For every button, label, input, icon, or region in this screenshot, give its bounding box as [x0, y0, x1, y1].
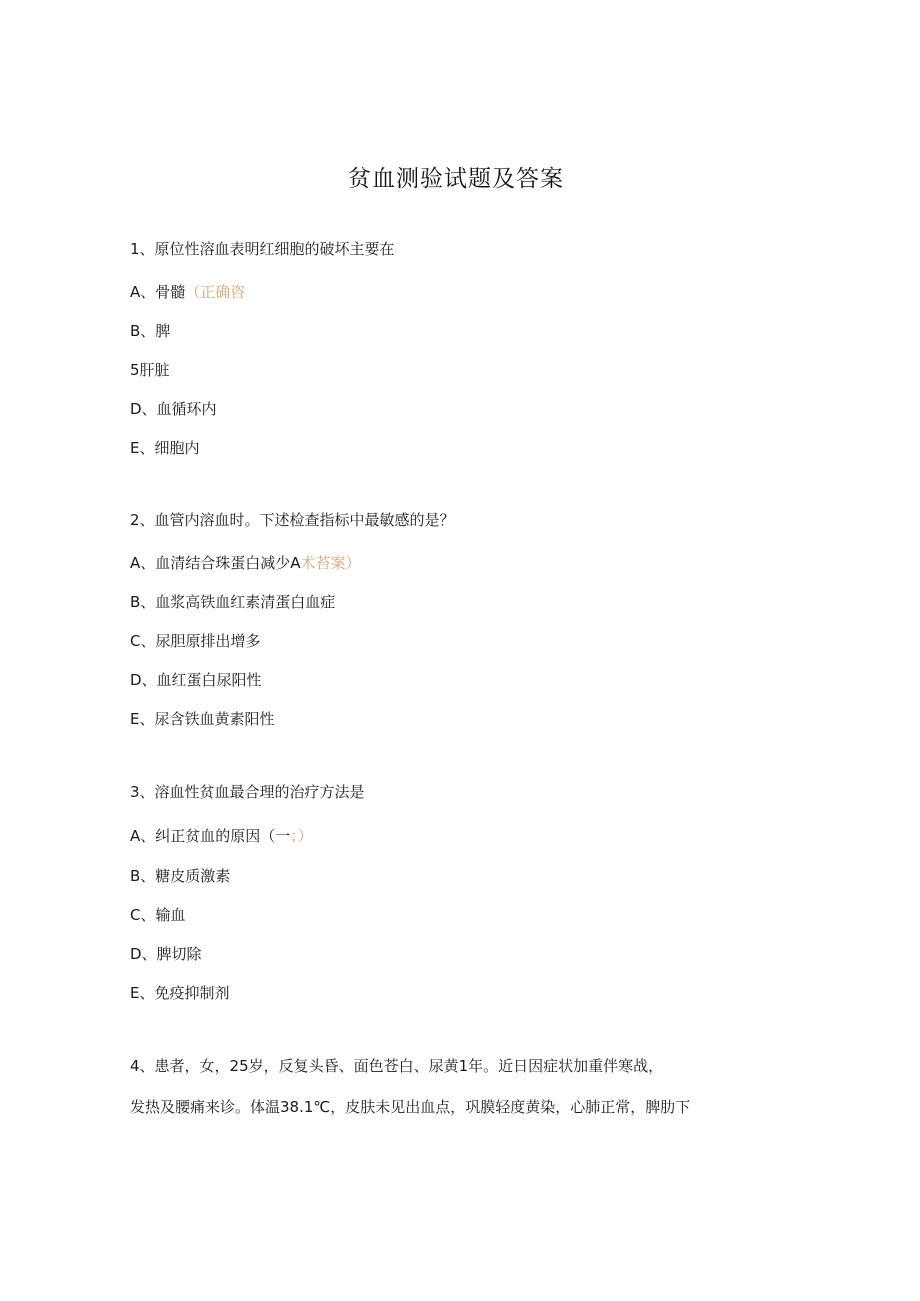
question-1-option-a — [130, 281, 245, 303]
question-1-option-c: 5肝脏 — [130, 361, 170, 379]
question-2-option-a — [130, 552, 361, 574]
question-2-option-e: E、尿含铁血黄素阳性 — [130, 710, 275, 728]
question-2-option-c: C、尿胆原排出增多 — [130, 632, 261, 650]
question-4-stem-line-1: 4、患者，女，25岁，反复头昏、面色苍白、尿黄1年。近日因症状加重伴寒战， — [130, 1057, 664, 1075]
question-2-option-d: D、血红蛋白尿阳性 — [130, 671, 262, 689]
question-3-option-a — [130, 825, 313, 847]
question-1-option-d: D、血循环内 — [130, 400, 217, 418]
question-3-stem: 3、溶血性贫血最合理的治疗方法是 — [130, 783, 365, 801]
option-text: A、骨髓 — [130, 283, 186, 301]
answer-note: 术苔案） — [300, 554, 361, 572]
document-title: 贫血测验试题及答案 — [348, 166, 564, 192]
question-2-stem: 2、血管内溶血时。下述检查指标中最敏感的是？ — [130, 511, 455, 529]
question-3-option-e: E、免疫抑制剂 — [130, 984, 230, 1002]
question-1-option-e: E、细胞内 — [130, 439, 200, 457]
question-4-stem-line-2: 发热及腰痛来诊。体温38.1℃，皮肤未见出血点，巩膜轻度黄染，心肺正常，脾肋下 — [130, 1098, 691, 1116]
answer-note: （正确咨 — [185, 283, 246, 301]
question-2-option-b: B、血浆高铁血红素清蛋白血症 — [130, 593, 336, 611]
answer-note: ；） — [290, 827, 313, 845]
question-3-option-c: C、输血 — [130, 906, 186, 924]
question-1-option-b: B、脾 — [130, 322, 171, 340]
option-text: A、纠正贫血的原因（一 — [130, 827, 291, 845]
question-3-option-b: B、糖皮质激素 — [130, 867, 231, 885]
question-3-option-d: D、脾切除 — [130, 945, 202, 963]
option-text: A、血清结合珠蛋白减少A — [130, 554, 301, 572]
question-1-stem: 1、原位性溶血表明红细胞的破坏主要在 — [130, 240, 395, 258]
